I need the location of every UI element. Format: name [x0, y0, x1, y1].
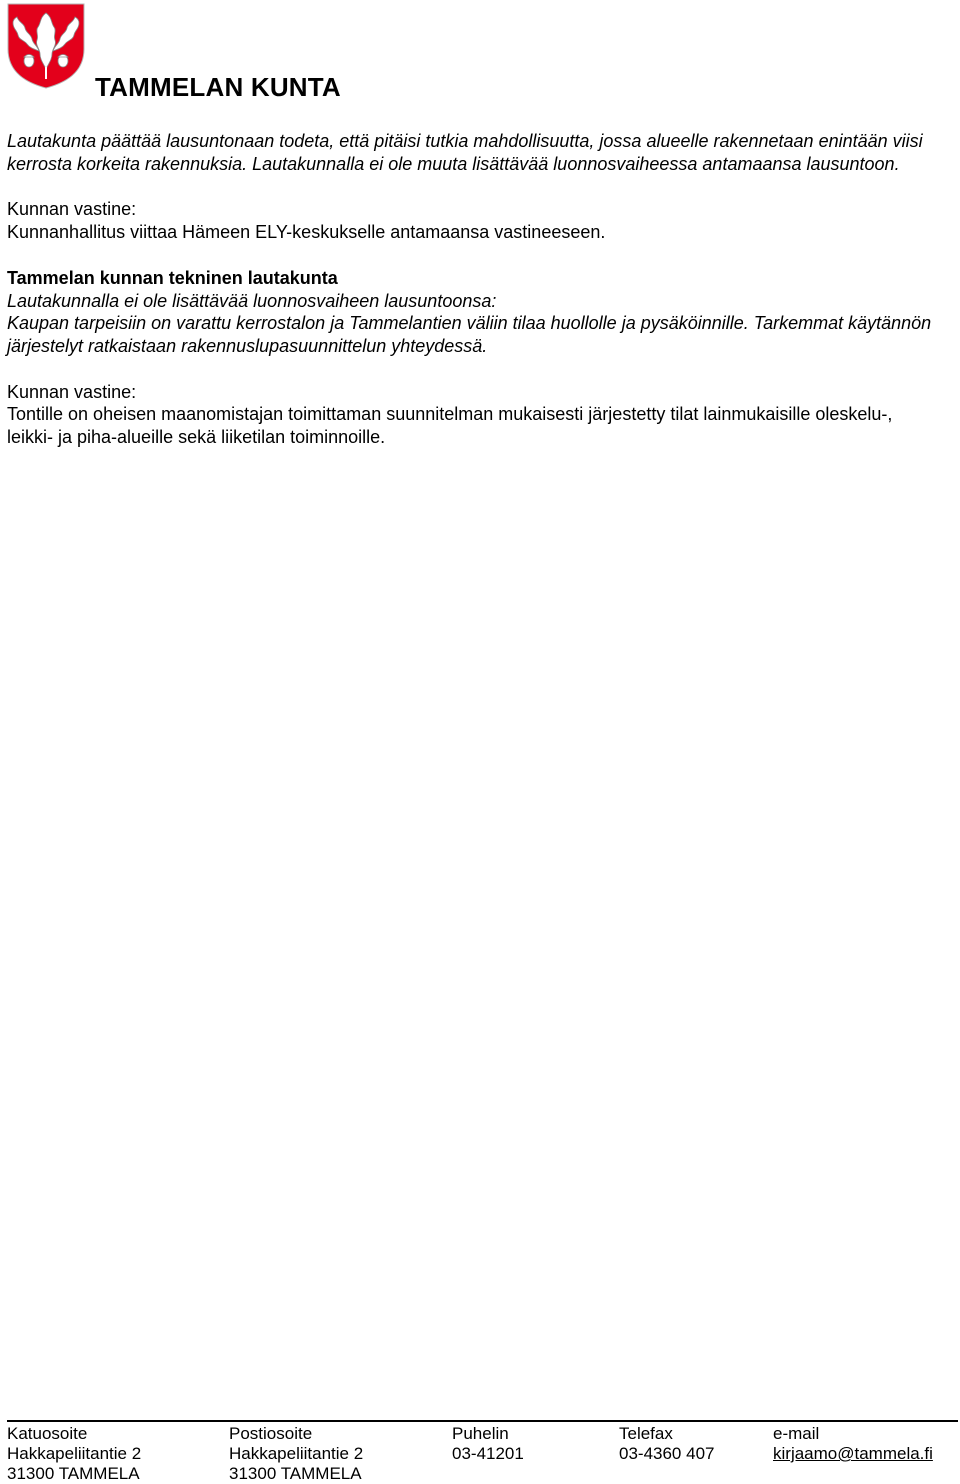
- footer-value: Hakkapeliitantie 2: [7, 1444, 142, 1463]
- statement-paragraph: Lautakunta päättää lausuntonaan todeta, että pitäisi tutkia mahdollisuutta, jossa alueelle rakennetaan enintään viisi kerrosta korkeita rakennuksia. Lautakunnalla ei ole muuta lisättävää luonnosvaiheessa antamaansa lausuntoon.: [7, 131, 923, 174]
- footer-value: 03-4360 407: [619, 1444, 715, 1463]
- response-text: Kunnanhallitus viittaa Hämeen ELY-keskukselle antamaansa vastineeseen.: [7, 222, 606, 243]
- footer-label: Telefax: [619, 1424, 673, 1443]
- response-label: Kunnan vastine:: [7, 199, 137, 220]
- footer-label: Postiosoite: [229, 1424, 313, 1443]
- footer-label: e-mail: [773, 1424, 820, 1443]
- document-body: [7, 130, 937, 449]
- municipal-crest-icon: [7, 3, 85, 89]
- email-link[interactable]: kirjaamo@tammela.fi: [773, 1444, 933, 1463]
- statement-intro: Lautakunnalla ei ole lisättävää luonnosvaiheen lausuntoonsa:: [7, 290, 497, 311]
- response-text: Tontille on oheisen maanomistajan toimittaman suunnitelman mukaisesti järjestetty tilat lainmukaisille oleskelu-, leikki- ja piha-alueille sekä liiketilan toiminnoille.: [7, 404, 893, 448]
- letterhead-footer: [7, 1420, 958, 1484]
- footer-value: Hakkapeliitantie 2: [229, 1444, 364, 1463]
- footer-value: 03-41201: [452, 1444, 524, 1463]
- footer-label: Puhelin: [452, 1424, 509, 1443]
- footer-fax: [619, 1424, 714, 1464]
- page-title: TAMMELAN KUNTA: [95, 72, 341, 102]
- footer-street-address: [7, 1424, 141, 1484]
- footer-value: 31300 TAMMELA: [7, 1464, 140, 1483]
- footer-label: Katuosoite: [7, 1424, 88, 1443]
- footer-email: [773, 1424, 933, 1464]
- response-label: Kunnan vastine:: [7, 381, 137, 402]
- footer-phone: [452, 1424, 524, 1464]
- statement-body: Kaupan tarpeisiin on varattu kerrostalon ja Tammelantien väliin tilaa huollolle ja pysäköinnille. Tarkemmat käytännön järjestelyt ratkaistaan rakennuslupasuunnittelun yhteydessä.: [7, 313, 932, 356]
- footer-postal-address: [229, 1424, 363, 1484]
- footer-value: 31300 TAMMELA: [229, 1464, 362, 1483]
- section-heading: Tammelan kunnan tekninen lautakunta: [7, 267, 338, 288]
